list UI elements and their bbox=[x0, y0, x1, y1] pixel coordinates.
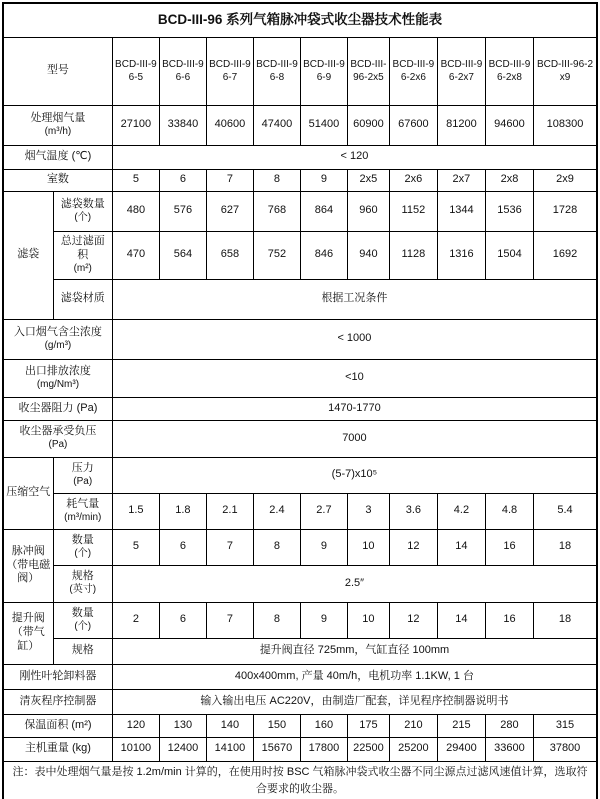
machine-weight-value: 37800 bbox=[534, 737, 598, 761]
row-label: 收尘器承受负压 bbox=[19, 425, 97, 438]
table-row bbox=[3, 761, 597, 799]
filter-area-value: 658 bbox=[206, 231, 253, 279]
row-label: 入口烟气含尘浓度 bbox=[13, 325, 102, 338]
negative-pressure-label bbox=[3, 420, 112, 457]
row-unit: (m²) bbox=[73, 262, 92, 274]
table-row bbox=[3, 169, 597, 191]
machine-weight-value: 22500 bbox=[347, 737, 389, 761]
compressed-air-group-label: 压缩空气 bbox=[3, 457, 53, 529]
rotary-discharger-label: 刚性叶轮卸料器 bbox=[3, 664, 112, 689]
machine-weight-value: 29400 bbox=[437, 737, 485, 761]
lift-valve-quantity-value: 16 bbox=[485, 602, 533, 638]
filter-area-value: 1128 bbox=[389, 231, 437, 279]
pulse-valve-quantity-label bbox=[53, 529, 112, 565]
machine-weight-value: 33600 bbox=[485, 737, 533, 761]
air-consumption-value: 2.7 bbox=[300, 493, 347, 529]
collector-resistance-label: 收尘器阻力 (Pa) bbox=[3, 397, 112, 420]
model-header: BCD-III-96-2x7 bbox=[437, 37, 485, 105]
gas-temperature-label: 烟气温度 (℃) bbox=[3, 145, 112, 169]
filter-area-value: 1692 bbox=[534, 231, 598, 279]
pulse-valve-quantity-value: 7 bbox=[206, 529, 253, 565]
spec-table bbox=[2, 2, 598, 799]
chamber-count-value: 9 bbox=[300, 169, 347, 191]
page-title: BCD-III-96 系列气箱脉冲袋式收尘器技术性能表 bbox=[3, 3, 597, 37]
model-header: BCD-III-96-9 bbox=[300, 37, 347, 105]
inlet-dust-concentration-label bbox=[3, 319, 112, 359]
row-label: 处理烟气量 bbox=[30, 111, 86, 124]
chamber-count-value: 2x6 bbox=[389, 169, 437, 191]
row-label: 总过滤面积 bbox=[60, 235, 105, 261]
bag-quantity-value: 1536 bbox=[485, 191, 533, 231]
bag-quantity-label bbox=[53, 191, 112, 231]
model-header: BCD-III-96-7 bbox=[206, 37, 253, 105]
model-header: BCD-III-96-2x8 bbox=[485, 37, 533, 105]
chamber-count-value: 7 bbox=[206, 169, 253, 191]
row-label: 规格 bbox=[71, 570, 94, 583]
inlet-dust-concentration-value: < 1000 bbox=[112, 319, 597, 359]
outlet-emission-label bbox=[3, 359, 112, 397]
air-pressure-value: (5-7)x10⁵ bbox=[112, 457, 597, 493]
row-unit: (g/m³) bbox=[44, 339, 72, 351]
insulation-area-value: 280 bbox=[485, 714, 533, 737]
model-header: BCD-III-96-2x6 bbox=[389, 37, 437, 105]
row-label: 压力 bbox=[71, 461, 94, 474]
table-row bbox=[3, 37, 597, 105]
table-row bbox=[3, 664, 597, 689]
table-row bbox=[3, 457, 597, 493]
filter-area-value: 1316 bbox=[437, 231, 485, 279]
air-consumption-value: 2.4 bbox=[253, 493, 300, 529]
flue-gas-value: 81200 bbox=[437, 105, 485, 145]
chamber-count-value: 2x7 bbox=[437, 169, 485, 191]
lift-valve-quantity-value: 9 bbox=[300, 602, 347, 638]
row-label: 耗气量 bbox=[66, 497, 100, 510]
machine-weight-label: 主机重量 (kg) bbox=[3, 737, 112, 761]
bag-quantity-value: 864 bbox=[300, 191, 347, 231]
table-row bbox=[3, 145, 597, 169]
table-row bbox=[3, 3, 597, 37]
table-row bbox=[3, 493, 597, 529]
table-row bbox=[3, 191, 597, 231]
machine-weight-value: 25200 bbox=[389, 737, 437, 761]
table-row bbox=[3, 279, 597, 319]
flue-gas-value: 27100 bbox=[112, 105, 159, 145]
filter-area-value: 940 bbox=[347, 231, 389, 279]
pulse-valve-quantity-value: 8 bbox=[253, 529, 300, 565]
flue-gas-value: 94600 bbox=[485, 105, 533, 145]
lift-valve-quantity-value: 18 bbox=[534, 602, 598, 638]
table-row bbox=[3, 602, 597, 638]
lift-valve-quantity-value: 2 bbox=[112, 602, 159, 638]
pulse-valve-quantity-value: 18 bbox=[534, 529, 598, 565]
table-row bbox=[3, 565, 597, 602]
row-unit: (个) bbox=[74, 547, 92, 559]
collector-resistance-value: 1470-1770 bbox=[112, 397, 597, 420]
row-label: 滤袋数量 bbox=[60, 197, 105, 210]
machine-weight-value: 12400 bbox=[159, 737, 206, 761]
insulation-area-value: 215 bbox=[437, 714, 485, 737]
flue-gas-value: 47400 bbox=[253, 105, 300, 145]
lift-valve-quantity-value: 8 bbox=[253, 602, 300, 638]
model-header: BCD-III-96-6 bbox=[159, 37, 206, 105]
bag-quantity-value: 576 bbox=[159, 191, 206, 231]
filter-bag-group-label: 滤袋 bbox=[3, 191, 53, 319]
bag-material-label: 滤袋材质 bbox=[53, 279, 112, 319]
chamber-count-value: 2x9 bbox=[534, 169, 598, 191]
table-row bbox=[3, 319, 597, 359]
bag-quantity-value: 1152 bbox=[389, 191, 437, 231]
air-consumption-value: 2.1 bbox=[206, 493, 253, 529]
air-consumption-value: 5.4 bbox=[534, 493, 598, 529]
lift-valve-quantity-value: 14 bbox=[437, 602, 485, 638]
insulation-area-value: 315 bbox=[534, 714, 598, 737]
chamber-count-value: 2x8 bbox=[485, 169, 533, 191]
chamber-count-value: 5 bbox=[112, 169, 159, 191]
insulation-area-value: 140 bbox=[206, 714, 253, 737]
flue-gas-value: 40600 bbox=[206, 105, 253, 145]
machine-weight-value: 14100 bbox=[206, 737, 253, 761]
air-consumption-label bbox=[53, 493, 112, 529]
chamber-count-value: 6 bbox=[159, 169, 206, 191]
row-unit: (个) bbox=[74, 211, 92, 223]
chamber-count-label: 室数 bbox=[3, 169, 112, 191]
row-label: 出口排放浓度 bbox=[24, 364, 91, 377]
insulation-area-value: 150 bbox=[253, 714, 300, 737]
table-row bbox=[3, 231, 597, 279]
bag-quantity-value: 627 bbox=[206, 191, 253, 231]
bag-quantity-value: 960 bbox=[347, 191, 389, 231]
insulation-area-value: 175 bbox=[347, 714, 389, 737]
flue-gas-value: 51400 bbox=[300, 105, 347, 145]
lift-valve-quantity-value: 7 bbox=[206, 602, 253, 638]
insulation-area-label: 保温面积 (m²) bbox=[3, 714, 112, 737]
insulation-area-value: 130 bbox=[159, 714, 206, 737]
outlet-emission-value: <10 bbox=[112, 359, 597, 397]
air-consumption-value: 1.8 bbox=[159, 493, 206, 529]
cleaning-controller-label: 清灰程序控制器 bbox=[3, 689, 112, 714]
rotary-discharger-value: 400x400mm, 产量 40m/h，电机功率 1.1KW, 1 台 bbox=[112, 664, 597, 689]
air-consumption-value: 4.8 bbox=[485, 493, 533, 529]
insulation-area-value: 120 bbox=[112, 714, 159, 737]
flue-gas-value: 60900 bbox=[347, 105, 389, 145]
bag-material-value: 根据工况条件 bbox=[112, 279, 597, 319]
bag-quantity-value: 1344 bbox=[437, 191, 485, 231]
filter-area-value: 1504 bbox=[485, 231, 533, 279]
table-row bbox=[3, 359, 597, 397]
pulse-valve-quantity-value: 14 bbox=[437, 529, 485, 565]
bag-quantity-value: 1728 bbox=[534, 191, 598, 231]
model-header: BCD-III-96-5 bbox=[112, 37, 159, 105]
row-unit: (mg/Nm³) bbox=[36, 378, 80, 390]
model-row-label: 型号 bbox=[3, 37, 112, 105]
total-filter-area-label bbox=[53, 231, 112, 279]
footnote: 注：表中处理烟气量是按 1.2m/min 计算的，在使用时按 BSC 气箱脉冲袋式收尘器不同尘源点过滤风速值计算，选取符合要求的收尘器。 bbox=[3, 761, 597, 799]
air-pressure-label bbox=[53, 457, 112, 493]
row-unit: (m³/min) bbox=[64, 511, 102, 523]
flue-gas-value: 108300 bbox=[534, 105, 598, 145]
pulse-valve-quantity-value: 12 bbox=[389, 529, 437, 565]
lift-valve-quantity-value: 10 bbox=[347, 602, 389, 638]
flue-gas-value: 67600 bbox=[389, 105, 437, 145]
table-row bbox=[3, 105, 597, 145]
table-row bbox=[3, 714, 597, 737]
pulse-valve-spec-label bbox=[53, 565, 112, 602]
bag-quantity-value: 768 bbox=[253, 191, 300, 231]
table-row bbox=[3, 638, 597, 664]
air-consumption-value: 4.2 bbox=[437, 493, 485, 529]
air-consumption-value: 1.5 bbox=[112, 493, 159, 529]
flue-gas-volume-label bbox=[3, 105, 112, 145]
pulse-valve-quantity-value: 10 bbox=[347, 529, 389, 565]
cleaning-controller-value: 输入输出电压 AC220V，由制造厂配套，详见程序控制器说明书 bbox=[112, 689, 597, 714]
pulse-valve-spec-value: 2.5″ bbox=[112, 565, 597, 602]
lift-valve-quantity-label bbox=[53, 602, 112, 638]
pulse-valve-group-label: 脉冲阀（带电磁阀） bbox=[3, 529, 53, 602]
model-header: BCD-III-96-2x9 bbox=[534, 37, 598, 105]
machine-weight-value: 10100 bbox=[112, 737, 159, 761]
table-row bbox=[3, 420, 597, 457]
lift-valve-spec-value: 提升阀直径 725mm，气缸直径 100mm bbox=[112, 638, 597, 664]
gas-temperature-value: < 120 bbox=[112, 145, 597, 169]
filter-area-value: 470 bbox=[112, 231, 159, 279]
lift-valve-spec-label: 规格 bbox=[53, 638, 112, 664]
filter-area-value: 564 bbox=[159, 231, 206, 279]
model-header: BCD-III-96-2x5 bbox=[347, 37, 389, 105]
row-unit: (m³/h) bbox=[44, 125, 72, 137]
lift-valve-quantity-value: 12 bbox=[389, 602, 437, 638]
table-row bbox=[3, 397, 597, 420]
pulse-valve-quantity-value: 16 bbox=[485, 529, 533, 565]
row-unit: (Pa) bbox=[73, 475, 93, 487]
model-header: BCD-III-96-8 bbox=[253, 37, 300, 105]
pulse-valve-quantity-value: 5 bbox=[112, 529, 159, 565]
flue-gas-value: 33840 bbox=[159, 105, 206, 145]
table-row bbox=[3, 689, 597, 714]
filter-area-value: 752 bbox=[253, 231, 300, 279]
pulse-valve-quantity-value: 9 bbox=[300, 529, 347, 565]
negative-pressure-value: 7000 bbox=[112, 420, 597, 457]
lift-valve-quantity-value: 6 bbox=[159, 602, 206, 638]
lift-valve-group-label: 提升阀（带气缸） bbox=[3, 602, 53, 664]
pulse-valve-quantity-value: 6 bbox=[159, 529, 206, 565]
machine-weight-value: 17800 bbox=[300, 737, 347, 761]
bag-quantity-value: 480 bbox=[112, 191, 159, 231]
filter-area-value: 846 bbox=[300, 231, 347, 279]
air-consumption-value: 3.6 bbox=[389, 493, 437, 529]
row-unit: (Pa) bbox=[48, 439, 68, 451]
row-label: 数量 bbox=[71, 606, 94, 619]
insulation-area-value: 160 bbox=[300, 714, 347, 737]
chamber-count-value: 2x5 bbox=[347, 169, 389, 191]
table-row bbox=[3, 737, 597, 761]
table-row bbox=[3, 529, 597, 565]
row-unit: (英寸) bbox=[69, 584, 97, 596]
insulation-area-value: 210 bbox=[389, 714, 437, 737]
chamber-count-value: 8 bbox=[253, 169, 300, 191]
air-consumption-value: 3 bbox=[347, 493, 389, 529]
row-unit: (个) bbox=[74, 620, 92, 632]
machine-weight-value: 15670 bbox=[253, 737, 300, 761]
row-label: 数量 bbox=[71, 533, 94, 546]
